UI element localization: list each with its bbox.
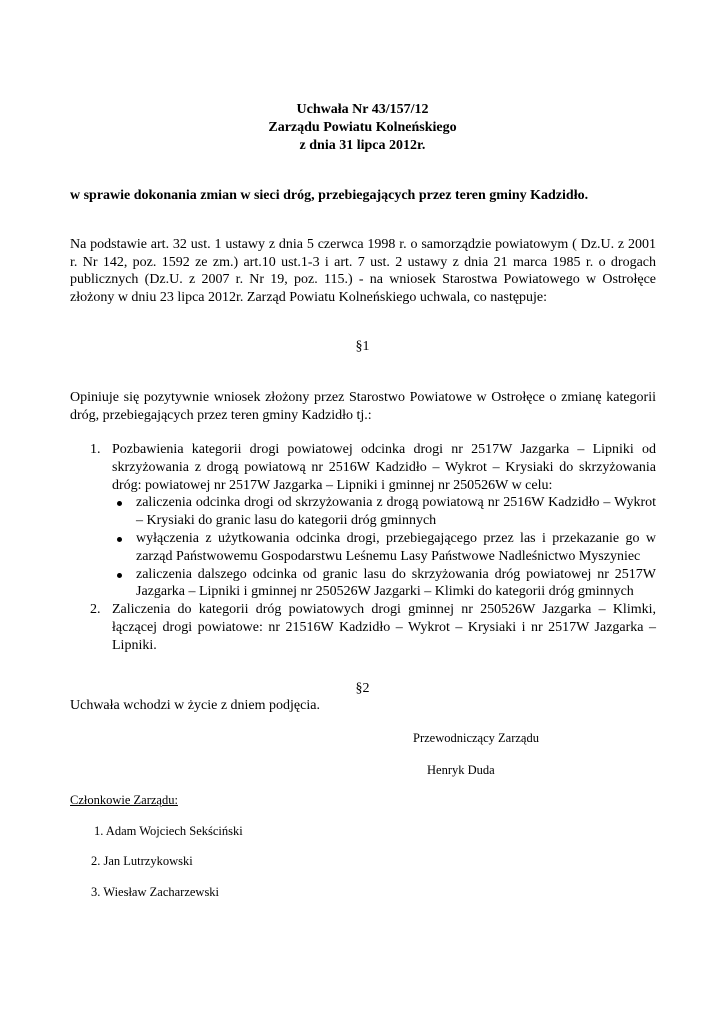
section-2-mark: §2: [355, 681, 370, 696]
numbered-list: [70, 441, 656, 655]
bullet-list: [112, 494, 656, 601]
resolution-subject: w sprawie dokonania zmian w sieci dróg, przebiegających przez teren gminy Kadzidło.: [70, 188, 589, 203]
list-item-text: Pozbawienia kategorii drogi powiatowej odcinka drogi nr 2517W Jazgarka – Lipniki od skrzyżowania z drogą powiatową nr 2516W Kadzidło – Wykrot – Krysiaki do skrzyżowania dróg: powiatowej nr 2517W Jazgarka – Lipniki i gminnej nr 250526W w celu:: [112, 442, 656, 493]
list-item-text: Zaliczenia do kategorii dróg powiatowych drogi gminnej nr 250526W Jazgarka – Klimki, łączącej drogi powiatowe: nr 21516W Kadzidło – Wykrot – Krysiaki i nr 2517W Jazgarka – Lipniki.: [112, 602, 656, 653]
list-item: [70, 601, 656, 654]
bullet-item: [112, 566, 656, 602]
bullet-icon: [117, 501, 122, 506]
board-member: 1. Adam Wojciech Sekściński: [94, 824, 243, 838]
board-members-heading: Członkowie Zarządu:: [70, 793, 178, 807]
legal-basis-paragraph: Na podstawie art. 32 ust. 1 ustawy z dnia 5 czerwca 1998 r. o samorządzie powiatowym ( Dz.U. z 2001 r. Nr 142, poz. 1592 ze zm.) art.10 ust.1-3 i art. 7 ust. 2 ustawy z dnia 21 marca 1985 r. o drogach publicznych (Dz.U. z 2007 r. Nr 19, poz. 115.) - na wniosek Starostwa Powiatowego w Ostrołęce złożony w dniu 23 lipca 2012r. Zarząd Powiatu Kolneńskiego uchwala, co następuje:: [70, 237, 656, 305]
list-item: [70, 441, 656, 601]
bullet-text: zaliczenia odcinka drogi od skrzyżowania z drogą powiatową nr 2516W Kadzidło – Wykrot – Krysiaki do granic lasu do kategorii dróg gminnych: [136, 495, 656, 529]
entry-into-force: Uchwała wchodzi w życie z dniem podjęcia.: [70, 698, 320, 713]
bullet-icon: [117, 537, 122, 542]
resolution-date: z dnia 31 lipca 2012r.: [299, 138, 426, 153]
bullet-text: wyłączenia z użytkowania odcinka drogi, przebiegającego przez las i przekazanie go w zarząd Państwowemu Gospodarstwu Leśnemu Lasy Państwowe Nadleśnictwo Myszyniec: [136, 530, 656, 564]
list-item-number: 1.: [90, 442, 101, 457]
opinion-paragraph: Opiniuje się pozytywnie wniosek złożony przez Starostwo Powiatowe w Ostrołęce o zmianę kategorii dróg, przebiegających przez teren gminy Kadzidło tj.:: [70, 390, 656, 423]
resolution-number: Uchwała Nr 43/157/12: [296, 102, 429, 117]
issuing-body: Zarządu Powiatu Kolneńskiego: [268, 120, 457, 135]
list-item-number: 2.: [90, 602, 101, 618]
board-member: 2. Jan Lutrzykowski: [91, 854, 193, 868]
section-1-mark: §1: [355, 339, 370, 354]
resolution-header: [0, 101, 725, 155]
bullet-item: [112, 530, 656, 566]
board-member: 3. Wiesław Zacharzewski: [91, 885, 220, 899]
signatory-title: Przewodniczący Zarządu: [413, 731, 539, 745]
bullet-text: zaliczenia dalszego odcinka od granic lasu do skrzyżowania dróg powiatowej nr 2517W Jazgarka – Lipniki i gminnej nr 250526W Jazgarki – Klimki do kategorii dróg gminnych: [136, 566, 656, 600]
bullet-item: [112, 494, 656, 530]
signatory-name: Henryk Duda: [427, 763, 495, 777]
bullet-icon: [117, 573, 122, 578]
